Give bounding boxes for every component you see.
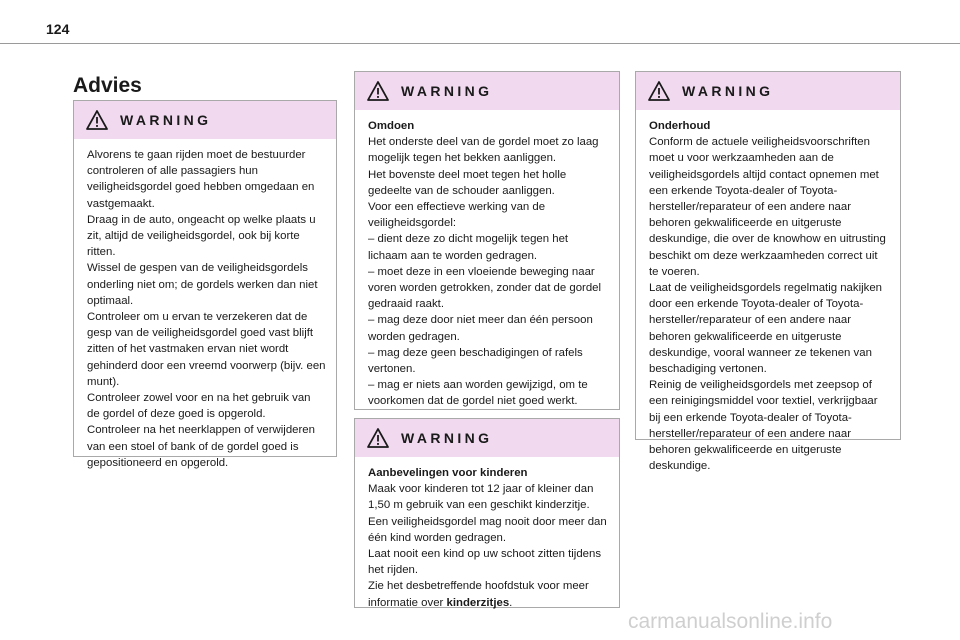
paragraph: Maak voor kinderen tot 12 jaar of kleiner dan 1,50 m gebruik van een geschikt kinderzitje. — [368, 483, 594, 512]
paragraph: Het bovenste deel moet tegen het holle gedeelte van de schouder aanliggen. — [368, 168, 567, 197]
warning-subheading: Aanbevelingen voor kinderen — [368, 467, 528, 479]
watermark: carmanualsonline.info — [628, 610, 833, 633]
warning-box-general — [73, 100, 337, 469]
paragraph: Het onderste deel van de gordel moet zo laag mogelijk tegen het bekken aanliggen. — [368, 136, 599, 165]
warning-box-maintenance — [635, 71, 901, 473]
paragraph: Laat de veiligheidsgordels regelmatig nakijken door een erkende Toyota-dealer of Toyota-hersteller/reparateur of een andere naar behoren gekwalificeerde en uitgeruste deskundige, vooral wanneer ze tekenen van beschadiging vertonen. — [649, 282, 883, 376]
warning-title: WARNING — [401, 430, 493, 446]
list-item: – mag er niets aan worden gewijzigd, om te voorkomen dat de gordel niet goed werkt. — [368, 379, 588, 408]
warning-triangle-icon — [367, 428, 389, 448]
paragraph: Alvorens te gaan rijden moet de bestuurder controleren of alle passagiers hun veiligheidsgordel goed hebben omgedaan en vastgemaakt. — [87, 149, 315, 210]
paragraph-end: . — [509, 596, 513, 609]
page-number: 124 — [46, 21, 70, 37]
list-item: – dient deze zo dicht mogelijk tegen het lichaam aan te worden gedragen. — [368, 233, 569, 262]
warning-body — [74, 139, 336, 471]
warning-header — [636, 72, 900, 110]
warning-triangle-icon — [367, 81, 389, 101]
warning-triangle-icon — [86, 110, 108, 130]
paragraph-text: Zie het desbetreffende hoofdstuk voor meer informatie over — [368, 580, 589, 609]
warning-header — [355, 72, 619, 110]
paragraph: Wissel de gespen van de veiligheidsgordels onderling niet om; de gordels werken dan niet optimaal. — [87, 262, 318, 307]
header-rule — [0, 43, 960, 44]
paragraph: Een veiligheidsgordel mag nooit door meer dan één kind worden gedragen. — [368, 515, 607, 544]
paragraph: Controleer zowel voor en na het gebruik van de gordel of deze goed is opgerold. — [87, 392, 311, 421]
bold-reference: kinderzitjes — [446, 596, 510, 609]
warning-subheading: Omdoen — [368, 120, 415, 132]
warning-title: WARNING — [682, 83, 774, 99]
warning-triangle-icon — [648, 81, 670, 101]
warning-body — [355, 110, 619, 410]
warning-subheading: Onderhoud — [649, 120, 711, 132]
paragraph: Laat nooit een kind op uw schoot zitten tijdens het rijden. — [368, 548, 602, 577]
list-item: – mag deze door niet meer dan één persoon worden gedragen. — [368, 314, 593, 343]
paragraph: Voor een effectieve werking van de veiligheidsgordel: — [368, 201, 546, 230]
paragraph: Controleer na het neerklappen of verwijderen van een stoel of bank of de gordel goed is gepositioneerd en opgerold. — [87, 424, 315, 469]
paragraph: Reinig de veiligheidsgordels met zeepsop of een reinigingsmiddel voor textiel, verkrijgbaar bij een erkende Toyota-dealer of Toyota-hersteller/reparateur of een andere naar behoren gekwalificeerde en uitgeruste deskundige. — [649, 379, 878, 473]
paragraph: Conform de actuele veiligheidsvoorschriften moet u voor werkzaamheden aan de veiligheidsgordels altijd contact opnemen met een erkende Toyota-dealer of Toyota-hersteller/reparateur of een andere naar behoren gekwalificeerde en uitgeruste deskundige, die over de knowhow en uitrusting beschikt om deze werkzaamheden correct uit te voeren. — [649, 136, 886, 278]
warning-box-wearing — [354, 71, 620, 410]
paragraph: Draag in de auto, ongeacht op welke plaats u zit, altijd de veiligheidsgordel, ook bij korte ritten. — [87, 213, 316, 259]
warning-body — [636, 110, 900, 474]
warning-title: WARNING — [120, 112, 212, 128]
paragraph — [368, 578, 609, 610]
warning-title: WARNING — [401, 83, 493, 99]
list-item: – moet deze in een vloeiende beweging naar voren worden getrokken, zonder dat de gordel gedraaid raakt. — [368, 265, 602, 311]
warning-body — [355, 457, 619, 611]
paragraph: Controleer om u ervan te verzekeren dat de gesp van de veiligheidsgordel goed vast blijft zitten of het vastmaken ervan niet wordt gehinderd door een vreemd voorwerp (bijv. een munt). — [87, 311, 326, 388]
warning-header — [74, 101, 336, 139]
section-title: Advies — [73, 74, 142, 97]
warning-box-children — [354, 418, 620, 608]
warning-header — [355, 419, 619, 457]
list-item: – mag deze geen beschadigingen of rafels vertonen. — [368, 346, 583, 376]
